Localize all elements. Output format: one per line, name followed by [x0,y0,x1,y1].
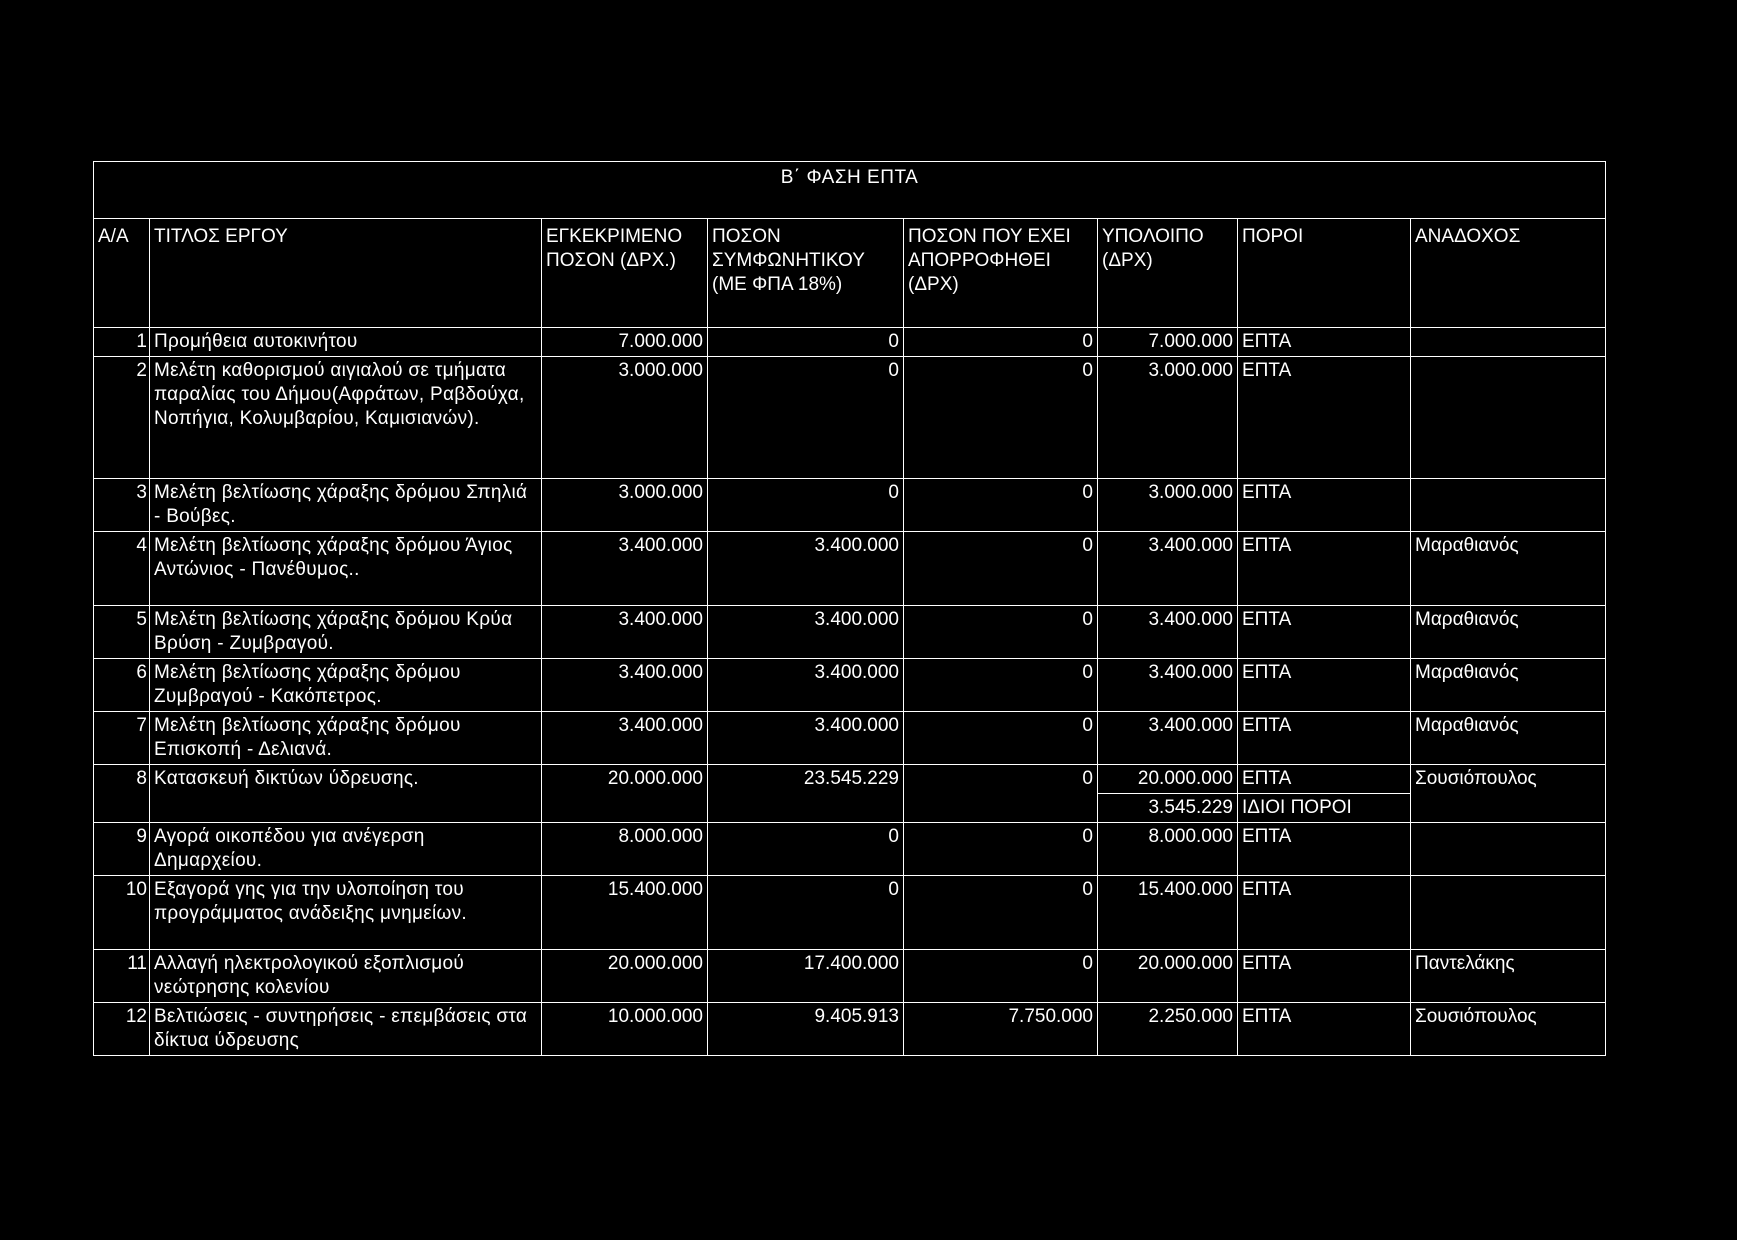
cell-contract: 0 [708,876,904,950]
cell-resources: ΕΠΤΑ [1238,606,1411,659]
cell-approved: 3.000.000 [542,479,708,532]
cell-remaining: 15.400.000 [1098,876,1238,950]
cell-contractor: Μαραθιανός [1411,712,1606,765]
cell-contractor [1411,357,1606,479]
table-row [94,950,1606,1003]
header-absorbed: ΠΟΣΟΝ ΠΟΥ ΕΧΕΙ ΑΠΟΡΡΟΦΗΘΕΙ (ΔΡΧ) [904,219,1098,328]
cell-contract: 3.400.000 [708,712,904,765]
cell-resources: ΕΠΤΑ [1238,712,1411,765]
projects-table [93,161,1606,1056]
table-row [94,357,1606,479]
header-remaining: ΥΠΟΛΟΙΠΟ (ΔΡΧ) [1098,219,1238,328]
cell-title: Μελέτη βελτίωσης χάραξης δρόμου Ζυμβραγού - Κακόπετρος. [150,659,542,712]
header-resources: ΠΟΡΟΙ [1238,219,1411,328]
cell-approved: 10.000.000 [542,1003,708,1056]
cell-absorbed: 0 [904,357,1098,479]
cell-resources-extra: ΙΔΙΟΙ ΠΟΡΟΙ [1238,794,1411,823]
header-aa: Α/Α [94,219,150,328]
cell-contractor: Μαραθιανός [1411,606,1606,659]
cell-approved: 3.400.000 [542,606,708,659]
cell-resources: ΕΠΤΑ [1238,950,1411,1003]
cell-remaining: 20.000.000 [1098,950,1238,1003]
cell-remaining: 3.400.000 [1098,659,1238,712]
table-title: Β΄ ΦΑΣΗ ΕΠΤΑ [94,162,1606,219]
cell-aa: 9 [94,823,150,876]
table-row [94,1003,1606,1056]
cell-aa: 8 [94,765,150,823]
header-title: ΤΙΤΛΟΣ ΕΡΓΟΥ [150,219,542,328]
table-row [94,823,1606,876]
cell-title: Κατασκευή δικτύων ύδρευσης. [150,765,542,823]
cell-contract: 9.405.913 [708,1003,904,1056]
cell-contractor: Μαραθιανός [1411,532,1606,606]
cell-approved: 7.000.000 [542,328,708,357]
cell-absorbed: 0 [904,712,1098,765]
table-row [94,876,1606,950]
cell-title: Βελτιώσεις - συντηρήσεις - επεμβάσεις στα δίκτυα ύδρευσης [150,1003,542,1056]
cell-remaining: 8.000.000 [1098,823,1238,876]
cell-aa: 4 [94,532,150,606]
cell-remaining: 2.250.000 [1098,1003,1238,1056]
table-row [94,659,1606,712]
title-row [94,162,1606,219]
table-row [94,765,1606,794]
cell-contract: 0 [708,328,904,357]
cell-resources: ΕΠΤΑ [1238,357,1411,479]
cell-resources: ΕΠΤΑ [1238,823,1411,876]
cell-contractor: Σουσιόπουλος [1411,765,1606,823]
cell-contract: 3.400.000 [708,606,904,659]
cell-contractor: Παντελάκης [1411,950,1606,1003]
cell-absorbed: 0 [904,659,1098,712]
cell-approved: 3.400.000 [542,532,708,606]
cell-title: Μελέτη βελτίωσης χάραξης δρόμου Κρύα Βρύση - Ζυμβραγού. [150,606,542,659]
cell-approved: 8.000.000 [542,823,708,876]
cell-title: Εξαγορά γης για την υλοποίηση του προγράμματος ανάδειξης μνημείων. [150,876,542,950]
cell-aa: 6 [94,659,150,712]
table-row [94,532,1606,606]
cell-aa: 11 [94,950,150,1003]
header-contract: ΠΟΣΟΝ ΣΥΜΦΩΝΗΤΙΚΟΥ (ΜΕ ΦΠΑ 18%) [708,219,904,328]
cell-aa: 1 [94,328,150,357]
table-row [94,328,1606,357]
cell-approved: 3.400.000 [542,659,708,712]
cell-title: Μελέτη βελτίωσης χάραξης δρόμου Άγιος Αντώνιος - Πανέθυμος.. [150,532,542,606]
cell-aa: 10 [94,876,150,950]
cell-absorbed: 0 [904,823,1098,876]
cell-contractor [1411,328,1606,357]
cell-aa: 7 [94,712,150,765]
cell-resources: ΕΠΤΑ [1238,876,1411,950]
cell-remaining: 7.000.000 [1098,328,1238,357]
table-row [94,712,1606,765]
cell-remaining: 3.400.000 [1098,532,1238,606]
cell-contract: 23.545.229 [708,765,904,823]
cell-resources: ΕΠΤΑ [1238,479,1411,532]
cell-contractor [1411,876,1606,950]
table-row [94,606,1606,659]
cell-aa: 3 [94,479,150,532]
cell-remaining-extra: 3.545.229 [1098,794,1238,823]
cell-contract: 17.400.000 [708,950,904,1003]
cell-contract: 3.400.000 [708,532,904,606]
cell-remaining: 3.000.000 [1098,479,1238,532]
cell-contractor [1411,823,1606,876]
cell-absorbed: 0 [904,765,1098,823]
table-row [94,479,1606,532]
cell-absorbed: 0 [904,479,1098,532]
cell-resources: ΕΠΤΑ [1238,765,1411,794]
cell-contract: 0 [708,357,904,479]
cell-title: Μελέτη βελτίωσης χάραξης δρόμου Σπηλιά - Βούβες. [150,479,542,532]
header-row [94,219,1606,328]
cell-aa: 2 [94,357,150,479]
header-contractor: ΑΝΑΔΟΧΟΣ [1411,219,1606,328]
cell-contractor: Μαραθιανός [1411,659,1606,712]
cell-contract: 0 [708,479,904,532]
cell-resources: ΕΠΤΑ [1238,532,1411,606]
cell-aa: 12 [94,1003,150,1056]
cell-resources: ΕΠΤΑ [1238,1003,1411,1056]
cell-remaining: 3.400.000 [1098,606,1238,659]
cell-approved: 20.000.000 [542,765,708,823]
cell-approved: 3.400.000 [542,712,708,765]
cell-absorbed: 7.750.000 [904,1003,1098,1056]
header-approved: ΕΓΚΕΚΡΙΜΕΝΟ ΠΟΣΟΝ (ΔΡΧ.) [542,219,708,328]
cell-remaining: 3.400.000 [1098,712,1238,765]
cell-title: Αγορά οικοπέδου για ανέγερση Δημαρχείου. [150,823,542,876]
cell-contract: 0 [708,823,904,876]
cell-absorbed: 0 [904,876,1098,950]
cell-remaining: 3.000.000 [1098,357,1238,479]
cell-contract: 3.400.000 [708,659,904,712]
cell-resources: ΕΠΤΑ [1238,659,1411,712]
cell-title: Μελέτη καθορισμού αιγιαλού σε τμήματα παραλίας του Δήμου(Αφράτων, Ραβδούχα, Νοπήγια, Κολυμβαρίου, Καμισιανών). [150,357,542,479]
cell-title: Αλλαγή ηλεκτρολογικού εξοπλισμού νεώτρησης κολενίου [150,950,542,1003]
cell-title: Προμήθεια αυτοκινήτου [150,328,542,357]
cell-contractor [1411,479,1606,532]
cell-absorbed: 0 [904,532,1098,606]
cell-resources: ΕΠΤΑ [1238,328,1411,357]
cell-approved: 15.400.000 [542,876,708,950]
cell-contractor: Σουσιόπουλος [1411,1003,1606,1056]
cell-absorbed: 0 [904,606,1098,659]
cell-approved: 20.000.000 [542,950,708,1003]
cell-absorbed: 0 [904,950,1098,1003]
cell-approved: 3.000.000 [542,357,708,479]
cell-aa: 5 [94,606,150,659]
cell-absorbed: 0 [904,328,1098,357]
cell-title: Μελέτη βελτίωσης χάραξης δρόμου Επισκοπή - Δελιανά. [150,712,542,765]
cell-remaining: 20.000.000 [1098,765,1238,794]
